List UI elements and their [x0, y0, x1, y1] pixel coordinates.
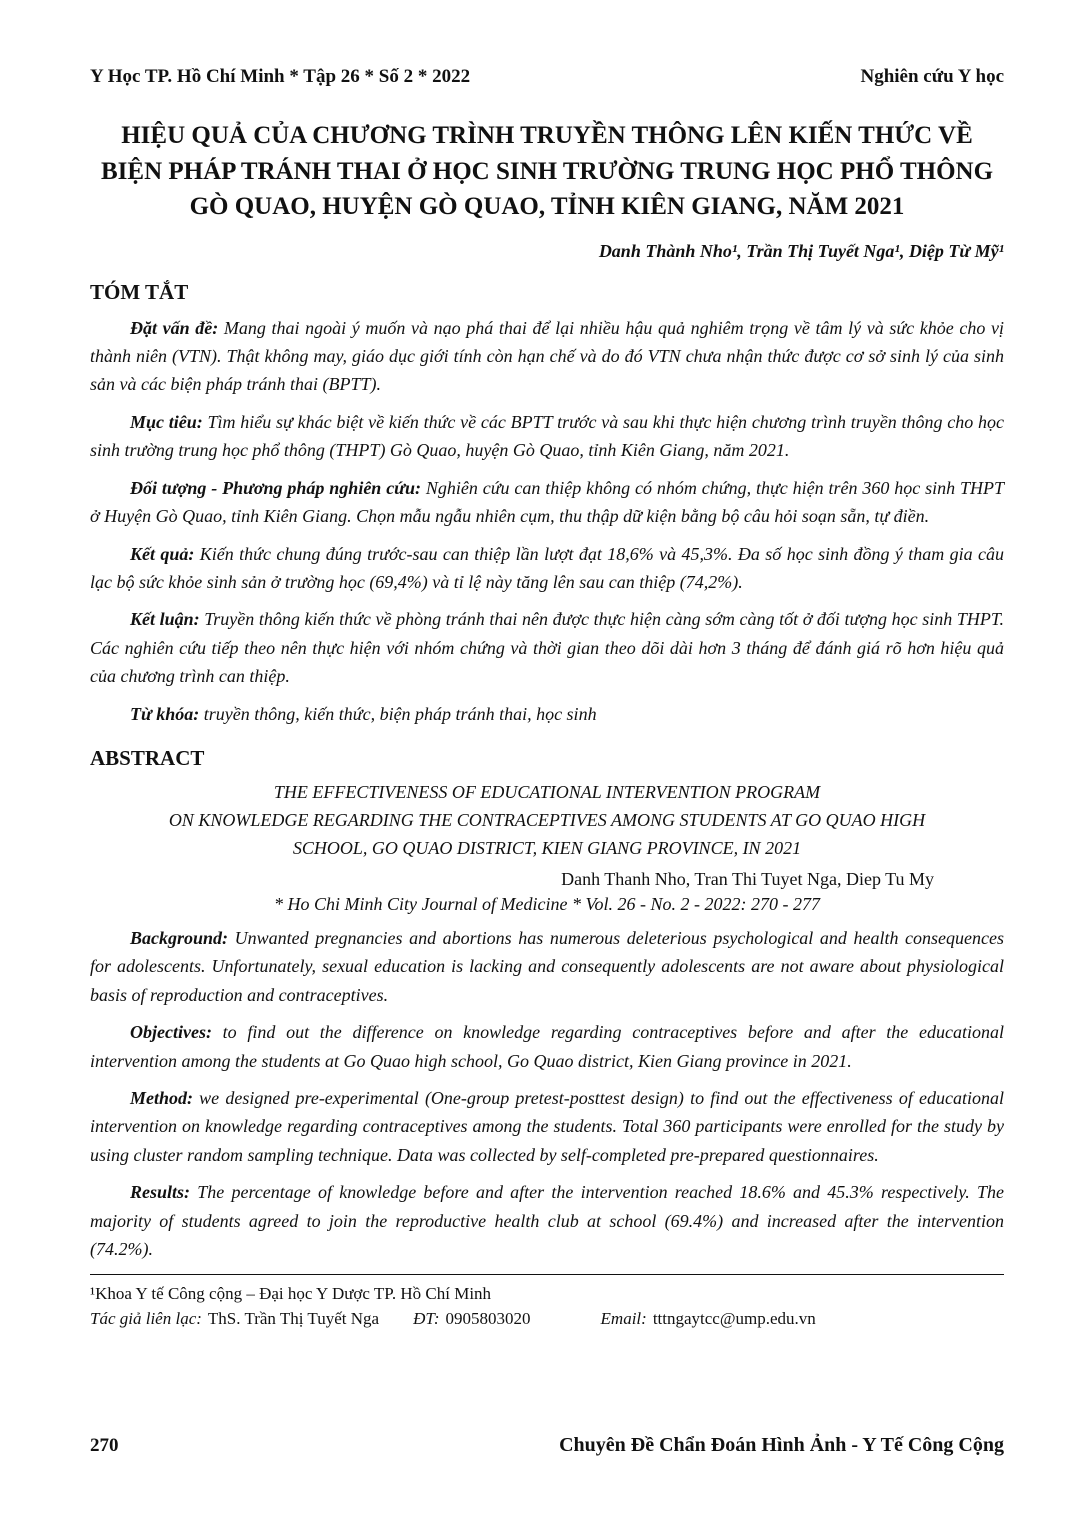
paragraph-label: Đặt vấn đề: — [130, 317, 219, 338]
journal-section-label: Nghiên cứu Y học — [860, 66, 1004, 87]
english-title — [90, 779, 1004, 863]
english-title-line: ON KNOWLEDGE REGARDING THE CONTRACEPTIVES AMONG STUDENTS AT GO QUAO HIGH — [168, 810, 926, 831]
paragraph-label: Kết luận: — [130, 609, 200, 630]
paragraph-objectives — [90, 1018, 1004, 1075]
paragraph-label: Mục tiêu: — [130, 411, 203, 432]
paragraph-label: Từ khóa: — [130, 703, 200, 724]
paragraph-tu-khoa — [90, 700, 1004, 728]
paragraph-label: Results: — [130, 1182, 191, 1203]
phone-number: 0905803020 — [445, 1309, 531, 1329]
paragraph-dat-van-de — [90, 314, 1004, 399]
paragraph-text: truyền thông, kiến thức, biện pháp tránh thai, học sinh — [203, 703, 597, 724]
paragraph-text: Truyền thông kiến thức về phòng tránh thai nên được thực hiện càng sớm càng tốt ở đối tượng học sinh THPT. Các nghiên cứu tiếp theo nên thực hiện với nhóm chứng và thời gian theo dõi dài hơn 3 tháng để đánh giá rõ hơn hiệu quả của chương trình can thiệp. — [90, 609, 1005, 687]
paragraph-background — [90, 924, 1004, 1009]
journal-reference-line: * Ho Chi Minh City Journal of Medicine * Vol. 26 - No. 2 - 2022: 270 - 277 — [274, 893, 820, 914]
paragraph-text: Kiến thức chung đúng trước-sau can thiệp lần lượt đạt 18,6% và 45,3%. Đa số học sinh đồng ý tham gia câu lạc bộ sức khỏe sinh sản ở trường học (69,4%) và tỉ lệ này tăng lên sau can thiệp (74,2%). — [90, 543, 1004, 592]
paragraph-ket-qua — [90, 540, 1004, 597]
paragraph-method — [90, 1084, 1004, 1169]
paragraph-results — [90, 1178, 1004, 1263]
phone-label: ĐT: — [413, 1309, 440, 1329]
english-title-line: SCHOOL, GO QUAO DISTRICT, KIEN GIANG PROVINCE, IN 2021 — [292, 837, 802, 858]
paragraph-doi-tuong-phuong-phap — [90, 474, 1004, 531]
affiliation-note: ¹Khoa Y tế Công cộng – Đại học Y Dược TP. Hồ Chí Minh — [90, 1283, 492, 1303]
paragraph-label: Đối tượng - Phương pháp nghiên cứu: — [130, 477, 421, 498]
article-title: HIỆU QUẢ CỦA CHƯƠNG TRÌNH TRUYỀN THÔNG LÊN KIẾN THỨC VỀ BIỆN PHÁP TRÁNH THAI Ở HỌC SINH TRƯỜNG TRUNG HỌC PHỔ THÔNG GÒ QUAO, HUYỆN GÒ QUAO, TỈNH KIÊN GIANG, NĂM 2021 — [100, 122, 994, 220]
contact-label: Tác giả liên lạc: — [90, 1309, 202, 1329]
paragraph-muc-tieu — [90, 408, 1004, 465]
section-heading-abstract: ABSTRACT — [90, 746, 205, 771]
running-head — [90, 66, 1004, 88]
paragraph-text: The percentage of knowledge before and after the intervention reached 18.6% and 45.3% respectively. The majority of students agreed to join the reproductive health club at school (69.4%) and increased after the intervention (74.2%). — [90, 1182, 1005, 1260]
email-address: tttngaytcc@ump.edu.vn — [652, 1309, 816, 1329]
paragraph-label: Background: — [130, 927, 229, 948]
paragraph-label: Method: — [130, 1088, 193, 1109]
authors-line: Danh Thành Nho¹, Trần Thị Tuyết Nga¹, Diệp Từ Mỹ¹ — [598, 240, 1004, 261]
paragraph-label: Kết quả: — [130, 543, 195, 564]
english-title-line: THE EFFECTIVENESS OF EDUCATIONAL INTERVENTION PROGRAM — [273, 782, 821, 803]
authors-line-english: Danh Thanh Nho, Tran Thi Tuyet Nga, Diep Tu My — [561, 868, 934, 889]
paragraph-text: to find out the difference on knowledge regarding contraceptives before and after the educational intervention among the students at Go Quao high school, Go Quao district, Kien Giang province in 2021. — [90, 1022, 1004, 1071]
paragraph-text: Tìm hiểu sự khác biệt về kiến thức về các BPTT trước và sau khi thực hiện chương trình truyền thông cho học sinh trường trung học phổ thông (THPT) Gò Quao, huyện Gò Quao, tỉnh Kiên Giang, năm 2021. — [90, 411, 1004, 461]
email-label: Email: — [600, 1309, 647, 1329]
paragraph-text: Unwanted pregnancies and abortions has numerous deleterious psychological and health consequences for adolescents. Unfortunately, sexual education is lacking and consequently adolescents are not aware about physiological basis of reproduction and contraceptives. — [90, 927, 1005, 1005]
contact-name: ThS. Trần Thị Tuyết Nga — [207, 1309, 380, 1329]
paragraph-ket-luan — [90, 605, 1004, 690]
paragraph-label: Objectives: — [130, 1022, 212, 1043]
corresponding-author-line — [90, 1306, 1004, 1332]
page-number: 270 — [90, 1435, 119, 1456]
page-footer — [90, 1434, 1004, 1457]
footer-section-title: Chuyên Đề Chẩn Đoán Hình Ảnh - Y Tế Công Cộng — [559, 1434, 1004, 1456]
paragraph-text: Mang thai ngoài ý muốn và nạo phá thai để lại nhiều hậu quả nghiêm trọng về tâm lý và sức khỏe cho vị thành niên (VTN). Thật không may, giáo dục giới tính còn hạn chế và do đó VTN chưa nhận thức được cơ sở sinh lý của sinh sản và các biện pháp tránh thai (BPTT). — [90, 317, 1005, 395]
paragraph-text: we designed pre-experimental (One-group pretest-posttest design) to find out the effectiveness of educational intervention on knowledge regarding contraceptives among the students. Total 360 participants were enrolled for the study by using cluster random sampling technique. Data was collected by self-completed pre-prepared questionnaires. — [90, 1088, 1005, 1165]
journal-issue-info: Y Học TP. Hồ Chí Minh * Tập 26 * Số 2 * 2022 — [90, 66, 471, 87]
footnote-block — [90, 1274, 1004, 1332]
section-heading-tom-tat: TÓM TẮT — [90, 279, 189, 304]
paragraph-text: Nghiên cứu can thiệp không có nhóm chứng, thực hiện trên 360 học sinh THPT ở Huyện Gò Quao, tỉnh Kiên Giang. Chọn mẫu ngẫu nhiên cụm, thu thập dữ kiện bằng bộ câu hỏi soạn sẵn, tự điền. — [90, 477, 1005, 527]
